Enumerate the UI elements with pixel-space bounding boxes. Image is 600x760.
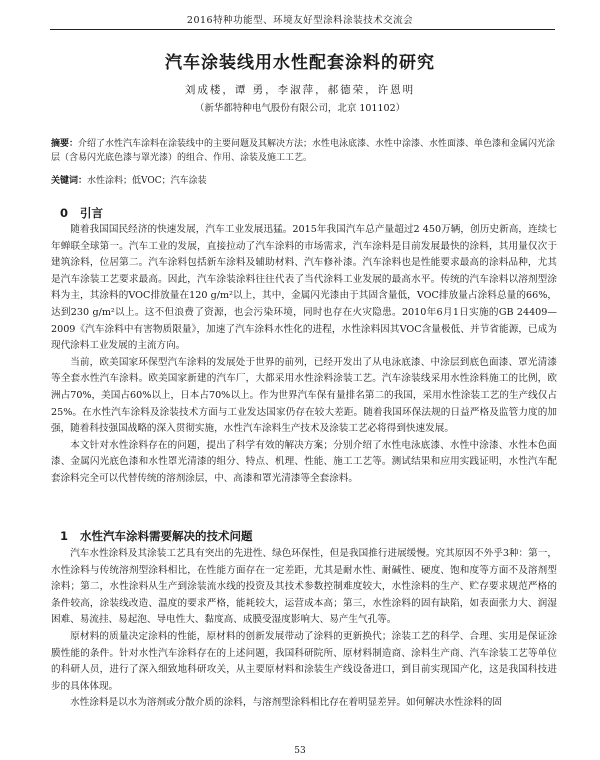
abstract-block [51, 137, 557, 165]
abstract-text: 介绍了水性汽车涂料在涂装线中的主要问题及其解决方法；水性电泳底漆、水性中涂漆、水性面漆、单色漆和金属闪光涂层（含易闪光底色漆与罩光漆）的组合、作用、涂装及施工工艺。 [51, 139, 556, 163]
section-heading-1 [60, 528, 253, 544]
paragraph: 当前，欧美国家环保型汽车涂料的发展处于世界的前列，已经开发出了从电泳底漆、中涂层到底色面漆、罩光清漆等全套水性汽车涂料。欧美国家新建的汽车厂，大都采用水性涂料涂装工艺。汽车涂装线采用水性涂料施工的比例，欧洲占70%，美国占60%以上，日本占70%以上。作为世界汽车保有量排名第二的我国，采用水性涂装工艺的生产线仅占25%。在水性汽车涂料及涂装技术方面与工业发达国家仍存在较大差距。随着我国环保法规的日益严格及监管力度的加强，随着科技强国战略的深入贯彻实施，水性汽车涂料生产技术及涂装工艺必将得到快速发展。 [51, 356, 557, 435]
paper-affiliation: （新华都特种电气股份有限公司，北京 101102） [194, 103, 406, 114]
paper-authors: 刘成楼，谭 勇，李淑萍，郝德荣，许恩明 [184, 84, 416, 96]
header-rule [50, 29, 555, 30]
paragraph: 水性涂料是以水为溶剂或分散介质的涂料，与溶剂型涂料相比存在着明显差异。如何解决水性涂料的固 [70, 697, 502, 709]
section-number: 1 [60, 529, 69, 543]
section-title: 水性汽车涂料需要解决的技术问题 [80, 529, 253, 543]
paper-title: 汽车涂装线用水性配套涂料的研究 [165, 53, 435, 73]
section-number: 0 [60, 206, 69, 220]
section-title: 引言 [80, 206, 104, 220]
section-1-body [51, 546, 557, 712]
section-heading-intro [60, 205, 103, 221]
paragraph: 本文针对水性涂料存在的问题，提出了科学有效的解决方案；分别介绍了水性电泳底漆、水性中涂漆、水性本色面漆、金属闪光底色漆和水性罩光清漆的组分、特点、机理、性能、施工工艺等。测试结果和应用实践证明，水性汽车配套涂料完全可以代替传统的溶剂涂层，中、高漆和罩光清漆等全套涂料。 [51, 439, 557, 484]
abstract-label: 摘要： [51, 139, 79, 149]
keywords-text: 水性涂料；低VOC；汽车涂装 [87, 176, 207, 186]
keywords-label: 关键词： [51, 176, 88, 186]
page-number: 53 [294, 746, 306, 756]
intro-body [51, 222, 557, 488]
paragraph: 汽车水性涂料及其涂装工艺具有突出的先进性、绿色环保性，但是我国推行进展缓慢。究其原因不外乎3种：第一，水性涂料与传统溶剂型涂料相比，在性能方面存在一定差距，尤其是耐水性、耐碱性、硬度、饱和度等方面不及溶剂型涂料；第二，水性涂料从生产到涂装流水线的投资及其技术参数控制难度较大，水性涂料的生产、贮存要求规范严格的条件较高，涂装线改造、温度的要求严格，能耗较大，运营成本高；第三，水性涂料的固有缺陷，如表面张力大、润湿困难、易流挂、易起泡、导电性大、黏度高、成膜受湿度影响大、易产生气孔等。 [51, 548, 557, 626]
paragraph: 随着我国国民经济的快速发展，汽车工业发展迅猛。2015年我国汽车总产量超过2 450万辆，创历史新高，连续七年蝉联全球第一。汽车工业的发展，直接拉动了汽车涂料的市场需求，汽车涂料是目前发展最快的涂料，其用量仅次于建筑涂料，位居第二。汽车涂料包括新车涂料及辅助材料、汽车修补漆。汽车涂料也是性能要求最高的涂料品种，尤其是汽车涂装工艺要求最高。因此，汽车涂装涂料往往代表了当代涂料工业发展的最高水平。传统的汽车涂料以溶剂型涂料为主，其涂料的VOC排放量在120 g/m²以上，其中，金属闪光漆由于其固含量低，VOC排放量占涂料总量的66%，达到230 g/m²以上。这不但浪费了资源，也会污染环境，同时也存在火灾隐患。2010年6月1日实施的GB 24409—2009《汽车涂料中有害物质限量》，加速了汽车涂料水性化的进程，水性涂料因其VOC含量极低、并节省能源，已成为现代涂料工业发展的主流方向。 [51, 224, 557, 352]
keywords-block [51, 174, 557, 188]
paragraph: 原材料的质量决定涂料的性能，原材料的创新发展带动了涂料的更新换代；涂装工艺的科学、合理、实用是保证涂膜性能的条件。针对水性汽车涂料存在的上述问题，我国科研院所、原材料制造商、涂料生产商、汽车涂装工艺等单位的科研人员，进行了深入细致地科研攻关，从主要原材料和涂装生产线设备进口，到目前实现国产化，这是我国科技进步的具体体现。 [51, 630, 557, 692]
running-head: 2016特种功能型、环境友好型涂料涂装技术交流会 [186, 15, 414, 26]
